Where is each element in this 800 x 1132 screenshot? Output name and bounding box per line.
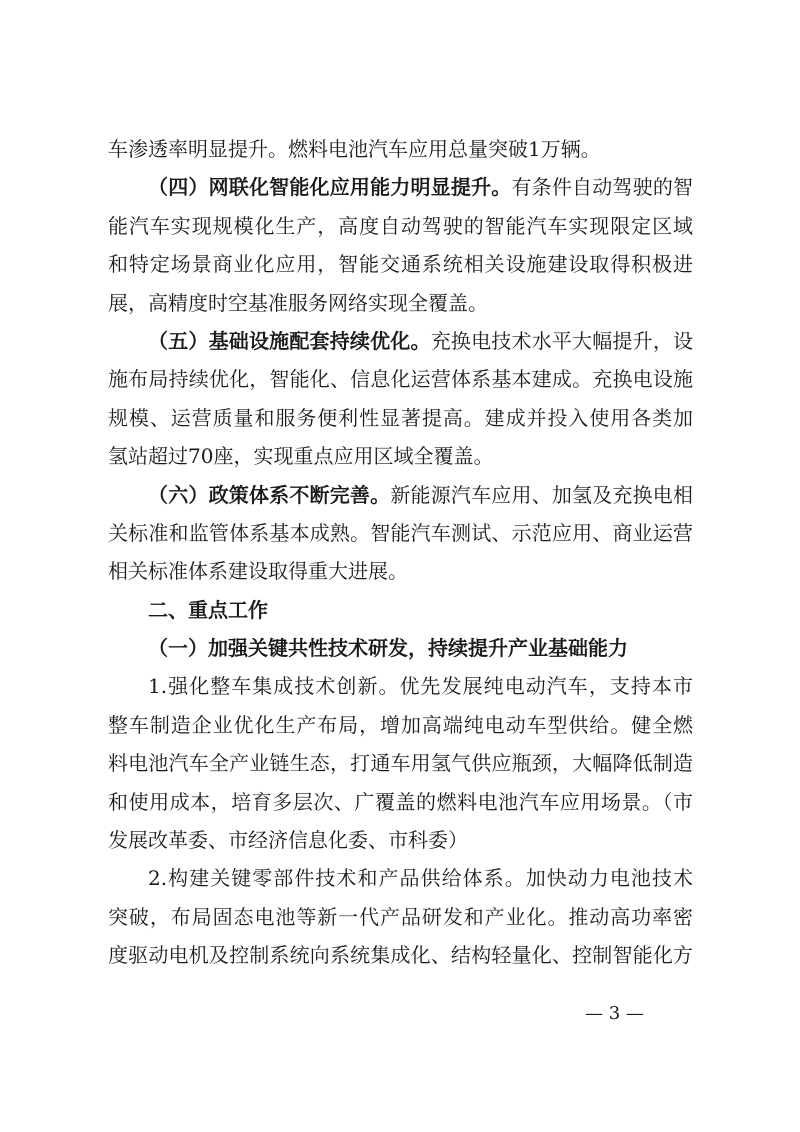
text-line: [108, 399, 693, 437]
text-line: [108, 322, 693, 360]
text-line: [108, 783, 693, 821]
text-line: [108, 591, 693, 629]
text-line: [108, 859, 693, 897]
body-text: 料电池汽车全产业链生态，打通车用氢气供应瓶颈，大幅降低制造: [108, 751, 693, 776]
body-text: 有条件自动驾驶的智: [511, 175, 693, 200]
text-line: [108, 629, 693, 667]
body-text: 氢站超过70座，实现重点应用区域全覆盖。: [108, 444, 494, 469]
text-line: [108, 744, 693, 782]
body-text: 度驱动电机及控制系统向系统集成化、结构轻量化、控制智能化方: [108, 943, 693, 968]
body-text: 相关标准体系建设取得重大进展。: [108, 559, 408, 584]
text-line: [108, 898, 693, 936]
text-line: [108, 667, 693, 705]
body-text: 新能源汽车应用、加氢及充换电相: [390, 482, 693, 507]
body-text: 和特定场景商业化应用，智能交通系统相关设施建设取得积极进: [108, 252, 693, 277]
text-line: [108, 245, 693, 283]
body-text: 能汽车实现规模化生产，高度自动驾驶的智能汽车实现限定区域: [108, 213, 693, 238]
text-line: [108, 284, 693, 322]
body-text: 2.构建关键零部件技术和产品供给体系。加快动力电池技术: [148, 866, 693, 891]
body-text: 车渗透率明显提升。燃料电池汽车应用总量突破1万辆。: [108, 137, 601, 161]
text-line: [108, 706, 693, 744]
bold-heading-text: 二、重点工作: [148, 597, 268, 622]
body-text: 1.强化整车集成技术创新。优先发展纯电动汽车，支持本市: [148, 674, 693, 699]
body-text: 施布局持续优化，智能化、信息化运营体系基本建成。充换电设施: [108, 367, 693, 392]
body-text: 规模、运营质量和服务便利性显著提高。建成并投入使用各类加: [108, 405, 693, 430]
text-line: [108, 476, 693, 514]
text-line: [108, 552, 693, 590]
document-body: [108, 130, 693, 975]
bold-heading-text: （一）加强关键共性技术研发，持续提升产业基础能力: [148, 636, 628, 661]
text-line: [108, 821, 693, 859]
body-text: 突破，布局固态电池等新一代产品研发和产业化。推动高功率密: [108, 904, 693, 929]
bold-heading-text: （四）网联化智能化应用能力明显提升。: [148, 175, 512, 200]
text-line: [108, 437, 693, 475]
bold-heading-text: （六）政策体系不断完善。: [148, 482, 391, 507]
body-text: 充换电技术水平大幅提升，设: [430, 328, 693, 353]
body-text: 和使用成本，培育多层次、广覆盖的燃料电池汽车应用场景。（市: [108, 789, 693, 814]
text-line: [108, 130, 693, 168]
body-text: 关标准和监管体系基本成熟。智能汽车测试、示范应用、商业运营: [108, 520, 693, 545]
text-line: [108, 207, 693, 245]
text-line: [108, 360, 693, 398]
body-text: 整车制造企业优化生产布局，增加高端纯电动车型供给。健全燃: [108, 712, 693, 737]
body-text: 发展改革委、市经济信息化委、市科委）: [108, 828, 468, 853]
text-line: [108, 514, 693, 552]
text-line: [108, 936, 693, 974]
body-text: 展，高精度时空基准服务网络实现全覆盖。: [108, 290, 488, 315]
text-line: [108, 168, 693, 206]
bold-heading-text: （五）基础设施配套持续优化。: [148, 328, 431, 353]
page-number: — 3 —: [585, 1003, 644, 1024]
